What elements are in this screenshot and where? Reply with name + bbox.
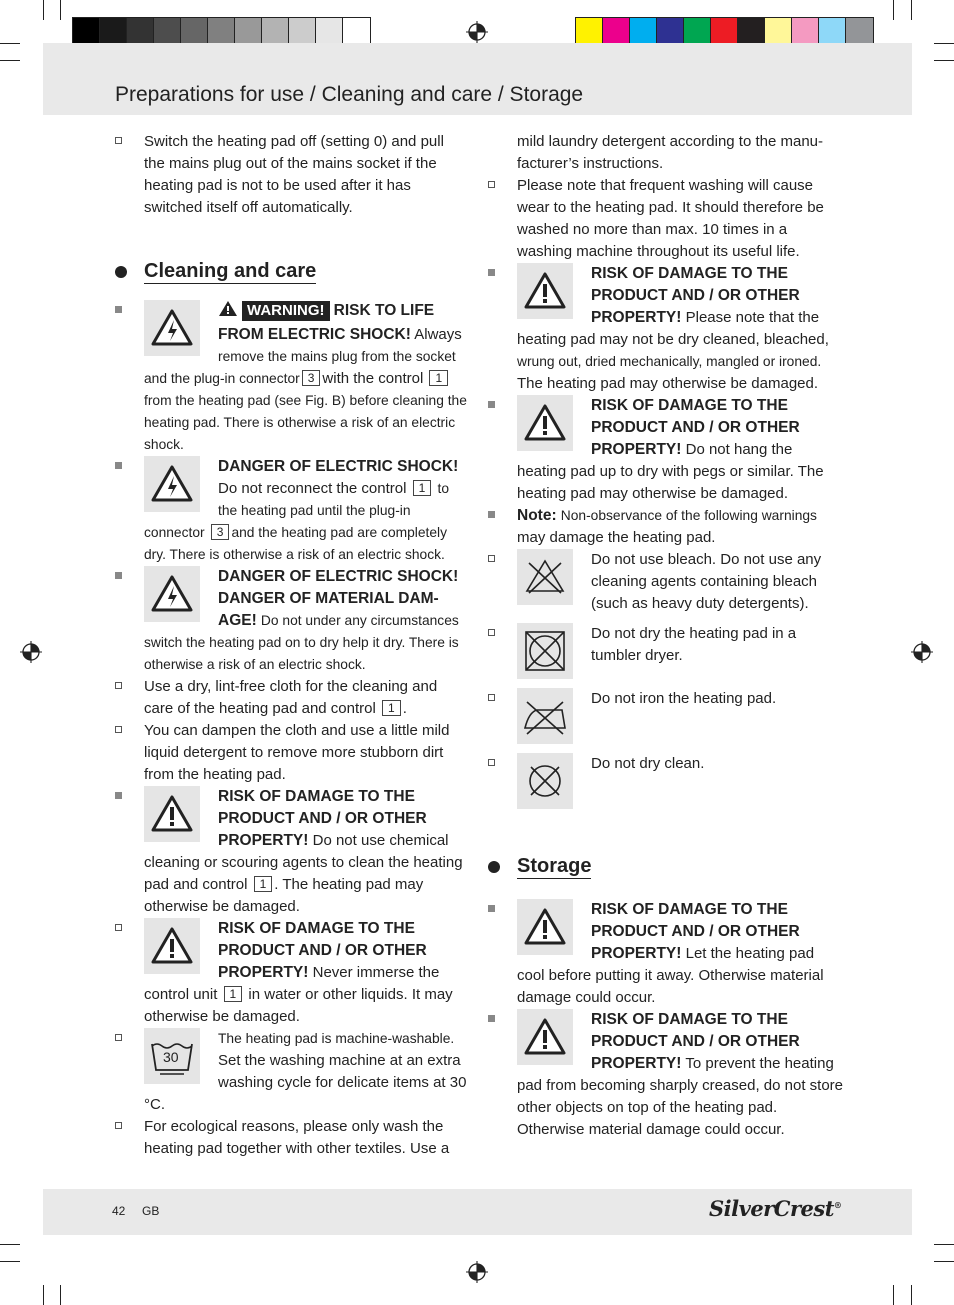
crop-mark <box>893 1285 894 1305</box>
text: switch the heating pad on to dry help it dry. There is otherwise a risk of an electric shock. <box>144 635 459 672</box>
electric-shock-warning-icon <box>144 456 200 512</box>
warning-heading: RISK OF DAMAGE TO THE PRODUCT AND / OR OTHER PROPERTY! <box>591 265 800 326</box>
warning-item <box>115 456 467 566</box>
crop-mark <box>934 60 954 61</box>
crop-mark <box>911 1285 912 1305</box>
list-item: Use a dry, lint-free cloth for the cleaning and care of the heating pad and control 1 . <box>115 676 467 720</box>
heading-bullet-icon <box>115 266 127 278</box>
brand-name: SilverCrest <box>709 1196 834 1221</box>
section-heading-storage <box>488 855 844 877</box>
text: For ecological reasons, please only wash the heating pad together with other textiles. Use a <box>144 1118 450 1157</box>
page-title: Preparations for use / Cleaning and care / Storage <box>115 83 584 106</box>
list-item <box>115 1028 467 1116</box>
text: Do not reconnect the control <box>218 480 407 497</box>
no-bleach-icon <box>517 549 573 605</box>
no-dry-clean-icon <box>517 753 573 809</box>
text: Non-observance of the following warnings <box>560 508 817 523</box>
paragraph: Switch the heating pad off (setting 0) and pull the mains plug out of the mains socket if the heating pad is not to be used after it has switched itself off automatically. <box>144 133 444 216</box>
square-bullet-icon <box>115 572 122 579</box>
list-item <box>488 753 844 809</box>
text: Please note that the <box>685 309 820 326</box>
crop-mark <box>43 1285 44 1305</box>
checkbox-bullet-icon <box>115 682 122 689</box>
text: Please note that frequent washing will cause wear to the heating pad. It should therefore be washed no more than max. 10 times in a washing machine throughout its useful life. <box>517 177 824 260</box>
checkbox-bullet-icon <box>488 629 495 636</box>
crop-mark <box>0 43 20 44</box>
text: Set the washing machine at an extra washing cycle for delicate items at <box>218 1052 461 1091</box>
crop-mark <box>0 60 20 61</box>
text: to the heating pad until the plug-in <box>218 481 449 518</box>
right-column <box>488 131 844 1141</box>
registration-mark-icon <box>466 1261 488 1283</box>
crop-mark <box>43 0 44 20</box>
text: pad from becoming sharply creased, do not store other objects on top of the heating pad. Otherwise material damage could occur. <box>517 1077 844 1138</box>
text: wrung out, dried mechanically, mangled or ironed. <box>517 354 822 369</box>
list-item <box>115 720 467 786</box>
square-bullet-icon <box>488 401 495 408</box>
text: Do not use bleach. Do not use any cleaning agents containing bleach (such as heavy duty detergents). <box>591 551 822 612</box>
list-item <box>488 131 844 175</box>
list-item <box>115 131 467 219</box>
note-item <box>488 505 844 549</box>
heading-bullet-icon <box>488 861 500 873</box>
warning-heading: DANGER OF ELECTRIC SHOCK! DANGER OF MATERIAL DAM-AGE! <box>218 568 459 629</box>
crop-mark <box>893 0 894 20</box>
crop-mark <box>934 1261 954 1262</box>
section-heading-cleaning <box>115 260 467 282</box>
part-number: 3 <box>211 524 230 540</box>
checkbox-bullet-icon <box>115 726 122 733</box>
warning-heading: RISK OF DAMAGE TO THE PRODUCT AND / OR OTHER PROPERTY! <box>591 397 800 458</box>
warning-item <box>488 263 844 395</box>
crop-mark <box>60 0 61 20</box>
page-number: 42 <box>112 1204 126 1218</box>
section-title: Storage <box>517 855 592 877</box>
caution-warning-icon <box>517 263 573 319</box>
language-code: GB <box>142 1204 160 1218</box>
text: heating pad up to dry with pegs or similar. The heating pad may otherwise be damaged. <box>517 463 824 502</box>
warning-item <box>115 918 467 1028</box>
text: The heating pad is machine-washable. <box>218 1031 455 1046</box>
caution-warning-icon <box>517 1009 573 1065</box>
text: Do not dry the heating pad in a tumbler dryer. <box>591 625 797 664</box>
crop-mark <box>0 1261 20 1262</box>
checkbox-bullet-icon <box>115 1034 122 1041</box>
text: and the plug-in connector <box>144 371 300 386</box>
crop-mark <box>934 43 954 44</box>
part-number: 1 <box>429 370 448 386</box>
text: Do not iron the heating pad. <box>591 690 777 707</box>
text: You can dampen the cloth and use a little mild liquid detergent to remove more stubborn dirt from the heating pad. <box>144 722 450 783</box>
warning-item <box>115 786 467 918</box>
list-item <box>488 549 844 615</box>
warning-heading: RISK OF DAMAGE TO THE PRODUCT AND / OR OTHER PROPERTY! <box>218 788 427 849</box>
warning-item <box>488 395 844 505</box>
text: mild laundry detergent according to the manu-facturer’s instructions. <box>517 133 824 172</box>
electric-shock-warning-icon <box>144 300 200 356</box>
square-bullet-icon <box>115 306 122 313</box>
part-number: 3 <box>302 370 321 386</box>
warning-item <box>115 566 467 676</box>
list-item <box>115 1116 467 1160</box>
text: connector <box>144 525 205 540</box>
caution-warning-icon <box>144 918 200 974</box>
part-number: 1 <box>382 700 401 716</box>
text: Do not dry clean. <box>591 755 705 772</box>
registration-mark-icon <box>911 641 933 663</box>
checkbox-bullet-icon <box>115 924 122 931</box>
no-tumble-dry-icon <box>517 623 573 679</box>
text: from the heating pad (see Fig. B) before cleaning the heating pad. There is otherwise a risk of an electric shock. <box>144 393 467 452</box>
text: Do not use chemical <box>312 832 449 849</box>
part-number: 1 <box>413 480 432 496</box>
caution-warning-icon <box>517 395 573 451</box>
list-item <box>488 688 844 744</box>
brand-mark: ® <box>833 1200 842 1210</box>
text: Do not hang the <box>685 441 793 458</box>
registration-mark-icon <box>20 641 42 663</box>
text: control unit <box>144 986 218 1003</box>
square-bullet-icon <box>488 269 495 276</box>
text: The heating pad may otherwise be damaged. <box>517 375 819 392</box>
text: in water or other liquids. It may otherwise be damaged. <box>144 986 453 1025</box>
square-bullet-icon <box>488 1015 495 1022</box>
square-bullet-icon <box>488 905 495 912</box>
text: with the control <box>322 370 424 387</box>
caution-warning-icon <box>517 899 573 955</box>
warning-triangle-icon <box>218 300 238 324</box>
registration-mark-icon <box>466 21 488 43</box>
text: Let the heating pad <box>685 945 815 962</box>
text: To prevent the heating <box>685 1055 834 1072</box>
crop-mark <box>934 1244 954 1245</box>
checkbox-bullet-icon <box>115 137 122 144</box>
caution-warning-icon <box>144 786 200 842</box>
warning-heading: RISK TO LIFE FROM ELECTRIC SHOCK! <box>218 302 435 343</box>
crop-mark <box>911 0 912 20</box>
crop-mark <box>0 1244 20 1245</box>
part-number: 1 <box>254 876 273 892</box>
left-column <box>115 131 467 1160</box>
text: heating pad may not be dry cleaned, bleached, <box>517 331 829 348</box>
text: remove the mains plug from the socket <box>218 349 456 364</box>
square-bullet-icon <box>488 511 495 518</box>
text: dry. There is otherwise a risk of an electric shock. <box>144 547 445 562</box>
wash-temperature-label: 30 <box>163 1049 179 1065</box>
checkbox-bullet-icon <box>488 694 495 701</box>
warning-item <box>115 300 467 456</box>
text: Never immerse the <box>312 964 440 981</box>
text: Do not under any circumstances <box>260 613 459 628</box>
list-item <box>488 175 844 263</box>
warning-heading: DANGER OF ELECTRIC SHOCK! <box>218 458 459 475</box>
no-iron-icon <box>517 688 573 744</box>
text: may damage the heating pad. <box>517 529 716 546</box>
brand-logo <box>709 1196 841 1221</box>
text: Always <box>414 326 462 343</box>
part-number: 1 <box>224 986 243 1002</box>
warning-heading: RISK OF DAMAGE TO THE PRODUCT AND / OR OTHER PROPERTY! <box>218 920 427 981</box>
wash-30-icon <box>144 1028 200 1084</box>
checkbox-bullet-icon <box>488 181 495 188</box>
crop-mark <box>60 1285 61 1305</box>
warning-item <box>488 1009 844 1141</box>
text: . The heating pad may otherwise be damaged. <box>144 876 424 915</box>
checkbox-bullet-icon <box>115 1122 122 1129</box>
text: and the heating pad are completely <box>231 525 447 540</box>
warning-badge: WARNING! <box>242 301 330 321</box>
electric-shock-warning-icon <box>144 566 200 622</box>
section-title: Cleaning and care <box>144 260 317 282</box>
note-label: Note: <box>517 507 557 524</box>
text: Use a dry, lint-free cloth for the cleaning and care of the heating pad and control <box>144 678 438 717</box>
checkbox-bullet-icon <box>488 759 495 766</box>
square-bullet-icon <box>115 792 122 799</box>
square-bullet-icon <box>115 462 122 469</box>
warning-heading: RISK OF DAMAGE TO THE PRODUCT AND / OR OTHER PROPERTY! <box>591 1011 800 1072</box>
warning-item <box>488 899 844 1009</box>
text: cleaning or scouring agents to clean the heating pad and control <box>144 854 463 893</box>
text: cool before putting it away. Otherwise material damage could occur. <box>517 967 824 1006</box>
text: 30 °C. <box>144 1074 467 1113</box>
warning-heading: RISK OF DAMAGE TO THE PRODUCT AND / OR OTHER PROPERTY! <box>591 901 800 962</box>
list-item <box>488 623 844 679</box>
checkbox-bullet-icon <box>488 555 495 562</box>
